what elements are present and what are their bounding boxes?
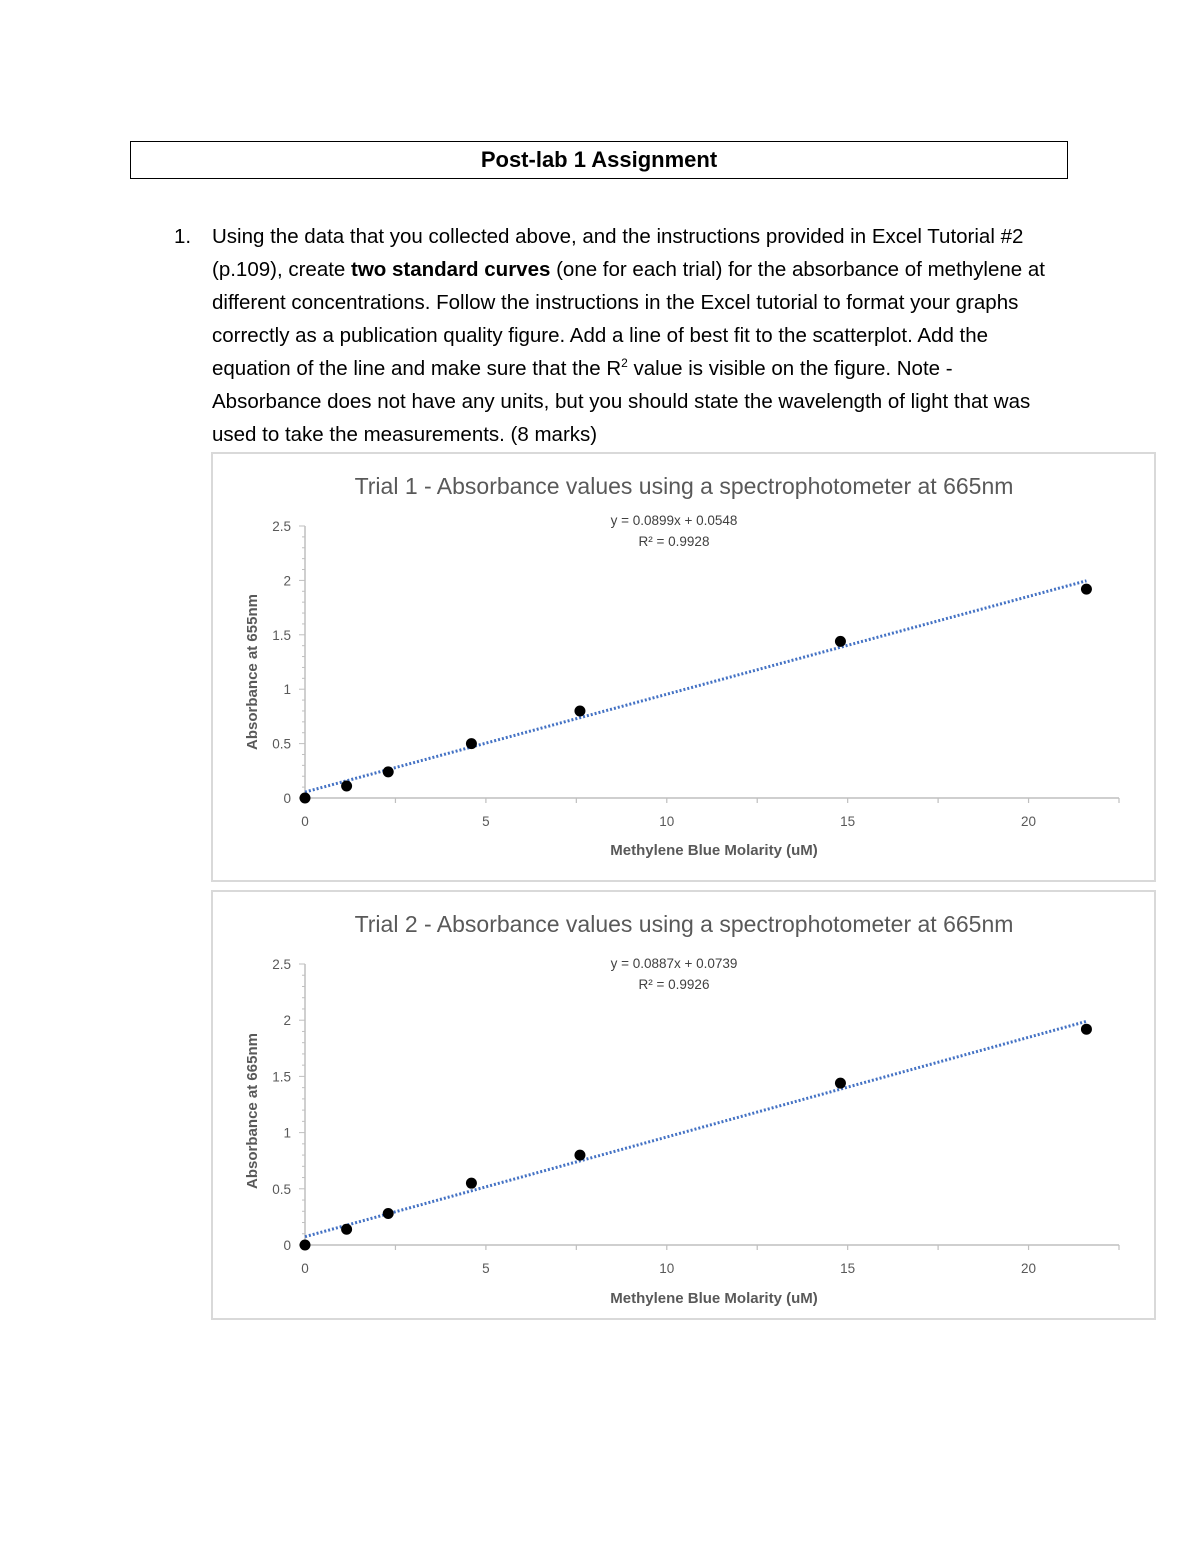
x-tick-label: 15 [840, 1261, 856, 1276]
question-text-part2: (one for each trial) for the absorbance of methylene at different concentrations. Follow the instructions in the Excel tutorial to format your graphs correctly as a publication quality figure. Add a line of best fit to the scatterplot. Add the equation of the line and make sure that the R [212, 258, 1045, 380]
data-point [574, 1150, 585, 1161]
x-tick-label: 15 [840, 814, 856, 829]
data-point [466, 738, 477, 749]
chart-trial-2-svg [213, 892, 1154, 1318]
data-point [835, 636, 846, 647]
plot-area [272, 519, 1119, 829]
y-tick-label: 0.5 [272, 1181, 291, 1197]
question-text-part1: Using the data that you collected above, and the instructions provided in Excel Tutorial #2 (p.109), create [212, 225, 1024, 281]
data-point [300, 793, 311, 804]
r-squared-label: R² = 0.9926 [638, 977, 710, 992]
question-text-bold: two standard curves [351, 258, 551, 281]
data-point [383, 1208, 394, 1219]
x-tick-label: 20 [1021, 1261, 1037, 1276]
data-point [835, 1078, 846, 1089]
data-point [574, 705, 585, 716]
x-tick-label: 0 [301, 1261, 309, 1276]
question-number: 1. [174, 225, 192, 248]
question-text [212, 220, 1054, 451]
chart-title: Trial 1 - Absorbance values using a spectrophotometer at 665nm [354, 473, 1014, 499]
y-axis-label: Absorbance at 665nm [244, 1033, 261, 1189]
trendline [305, 1021, 1086, 1236]
r-squared-label: R² = 0.9928 [638, 534, 710, 549]
data-point [341, 781, 352, 792]
trendline-equation: y = 0.0887x + 0.0739 [610, 956, 738, 971]
x-axis-label: Methylene Blue Molarity (uM) [610, 842, 818, 859]
y-axis-label: Absorbance at 655nm [244, 594, 261, 750]
y-tick-label: 0 [283, 1238, 291, 1253]
question-superscript: 2 [621, 356, 628, 371]
trendline [305, 581, 1086, 792]
y-tick-label: 2 [283, 1013, 291, 1029]
x-tick-label: 20 [1021, 814, 1037, 829]
data-point [300, 1240, 311, 1251]
chart-trial-2 [211, 890, 1156, 1320]
assignment-heading [130, 141, 1068, 179]
chart-trial-1 [211, 452, 1156, 882]
x-tick-label: 10 [659, 1261, 675, 1276]
y-tick-label: 1.5 [272, 627, 291, 643]
question-1 [174, 220, 1054, 451]
y-tick-label: 2.5 [272, 519, 291, 534]
assignment-heading-text: Post-lab 1 Assignment [480, 147, 718, 172]
y-tick-label: 2.5 [272, 957, 291, 972]
chart-title: Trial 2 - Absorbance values using a spectrophotometer at 665nm [354, 911, 1014, 937]
x-tick-label: 0 [301, 814, 309, 829]
y-tick-label: 1.5 [272, 1069, 291, 1085]
plot-area [272, 957, 1119, 1276]
data-point [1081, 1024, 1092, 1035]
data-point [466, 1178, 477, 1189]
data-point [383, 766, 394, 777]
x-tick-label: 5 [482, 1261, 490, 1276]
data-point [341, 1224, 352, 1235]
question-text-part3: value is visible on the figure. Note - Absorbance does not have any units, but you should state the wavelength of light that was used to take the measurements. (8 marks) [212, 357, 1031, 446]
trendline-equation: y = 0.0899x + 0.0548 [610, 513, 738, 528]
y-tick-label: 2 [283, 573, 291, 589]
y-tick-label: 0 [283, 791, 291, 806]
x-tick-label: 5 [482, 814, 490, 829]
chart-trial-1-svg [213, 454, 1154, 880]
y-tick-label: 0.5 [272, 736, 291, 752]
data-point [1081, 584, 1092, 595]
x-tick-label: 10 [659, 814, 675, 829]
y-tick-label: 1 [283, 682, 291, 698]
x-axis-label: Methylene Blue Molarity (uM) [610, 1290, 818, 1307]
y-tick-label: 1 [283, 1125, 291, 1141]
